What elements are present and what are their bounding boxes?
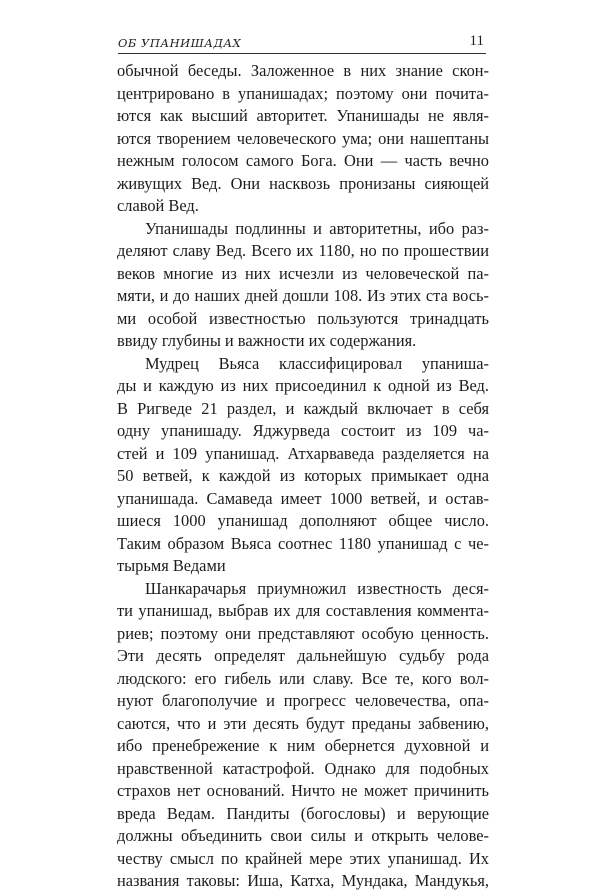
running-header [118,33,486,54]
text-line: мяти, и до наших дней дошли 108. Из этих ста вось- [117,286,489,305]
text-line: веков многие из них исчезли из человеческой па- [117,263,489,283]
text-line: ются творением человеческого ума; они нашептаны [117,128,489,148]
text-line: Эти десять определят дальнейшую судьбу рода [117,646,489,665]
text-line: Мудрец Вьяса классифицировал упаниша- [145,353,489,373]
text-line: людского: его гибель или славу. Все те, кого вол- [117,668,489,688]
text-line: Упанишады подлинны и авторитетны, ибо раз- [145,218,489,238]
text-line: ды и каждую из них присоединил к одной из Вед. [117,376,489,395]
text-line: нежным голосом самого Бога. Они — часть вечно [117,151,489,170]
page-number: 11 [469,33,484,49]
paragraph-2 [117,218,489,353]
text-line: нуют благополучие и прогресс человечества, опа- [117,691,489,710]
text-line: названия таковы: Иша, Катха, Мундака, Мандукья, [117,871,489,890]
text-line: должны объединить свои силы и открыть челове- [117,826,489,845]
text-line: вреда Ведам. Пандиты (богословы) и верующие [117,803,489,823]
text-line: риев; поэтому они представляют особую ценность. [117,623,489,643]
text-line: 50 ветвей, к каждой из которых примыкает одна [117,466,489,485]
text-line: В Ригведе 21 раздел, и каждый включает в себя [117,398,489,418]
text-line: деляют славу Вед. Всего их 1180, но по прошествии [117,241,489,260]
text-line: шиеся 1000 упанишад дополняют общее число. [117,511,489,530]
text-line: ми особой известностью пользуются тринадцать [117,308,489,328]
text-line: ввиду глубины и важности их содержания. [117,331,417,350]
text-line: ются как высший авторитет. Упанишады не явля- [117,106,489,125]
text-line: центрировано в упанишадах; поэтому они почита- [117,83,489,103]
text-line: ибо пренебрежение к ним обернется духовной и [117,736,489,755]
running-title: ОБ УПАНИШАДАХ [118,36,242,50]
text-line: нравственной катастрофой. Однако для подобных [117,758,489,778]
text-line: ти упанишад, выбрав их для составления коммента- [117,601,489,620]
text-line: тырьмя Ведами [117,556,226,575]
paragraph-4 [117,578,489,893]
text-line: честву смысл по крайней мере этих упанишад. Их [117,848,489,868]
text-line: стей и 109 упанишад. Атхарваведа разделяется на [117,443,489,463]
text-line: Таким образом Вьяса соотнес 1180 упанишад с че- [117,533,489,553]
text-line: обычной беседы. Заложенное в них знание скон- [117,61,489,80]
body-text [117,60,489,893]
text-line: славой Вед. [117,196,199,215]
text-line: живущих Вед. Они насквозь пронизаны сияющей [117,173,489,193]
text-line: упанишада. Самаведа имеет 1000 ветвей, и остав- [117,488,489,508]
text-line: саются, что и эти десять будут преданы забвению, [117,713,489,733]
text-line: Шанкарачарья приумножил известность деся- [145,578,489,598]
text-line: одну упанишаду. Яджурведа состоит из 109 ча- [117,421,489,440]
text-line: страхов нет оснований. Ничто не может причинить [117,781,489,800]
paragraph-3 [117,353,489,578]
paragraph-1 [117,60,489,218]
